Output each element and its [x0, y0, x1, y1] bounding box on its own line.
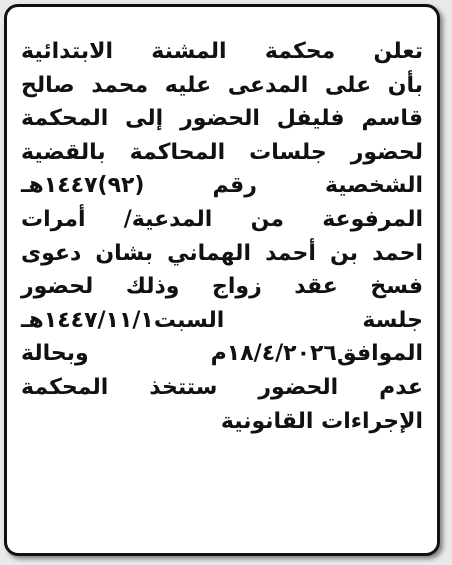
- notice-line-7: احمد بن أحمد الهماني بشان دعوى: [21, 240, 423, 266]
- notice-line-3: قاسم فليفل الحضور إلى المحكمة: [21, 106, 423, 132]
- notice-line-5: الشخصية رقم (٩٢)١٤٤٧هـ: [21, 173, 423, 199]
- notice-line-12: الإجراءات القانونية: [220, 408, 423, 434]
- notice-line-4: لحضور جلسات المحاكمة بالقضية: [21, 139, 423, 165]
- notice-line-6: المرفوعة من المدعية/ أمرات: [21, 206, 423, 232]
- notice-frame: [4, 4, 440, 556]
- notice-line-9: جلسة السبت١٤٤٧/١١/١هـ: [21, 307, 423, 333]
- notice-line-1: تعلن محكمة المشنة الابتدائية: [21, 39, 423, 64]
- notice-line-10: الموافق١٨/٤/٢٠٢٦م وبحالة: [21, 341, 423, 367]
- notice-line-11: عدم الحضور ستتخذ المحكمة: [21, 374, 423, 400]
- notice-line-2: بأن على المدعى عليه محمد صالح: [21, 72, 423, 98]
- notice-line-8: فسخ عقد زواج وذلك لحضور: [21, 274, 423, 300]
- notice-body: [21, 35, 423, 438]
